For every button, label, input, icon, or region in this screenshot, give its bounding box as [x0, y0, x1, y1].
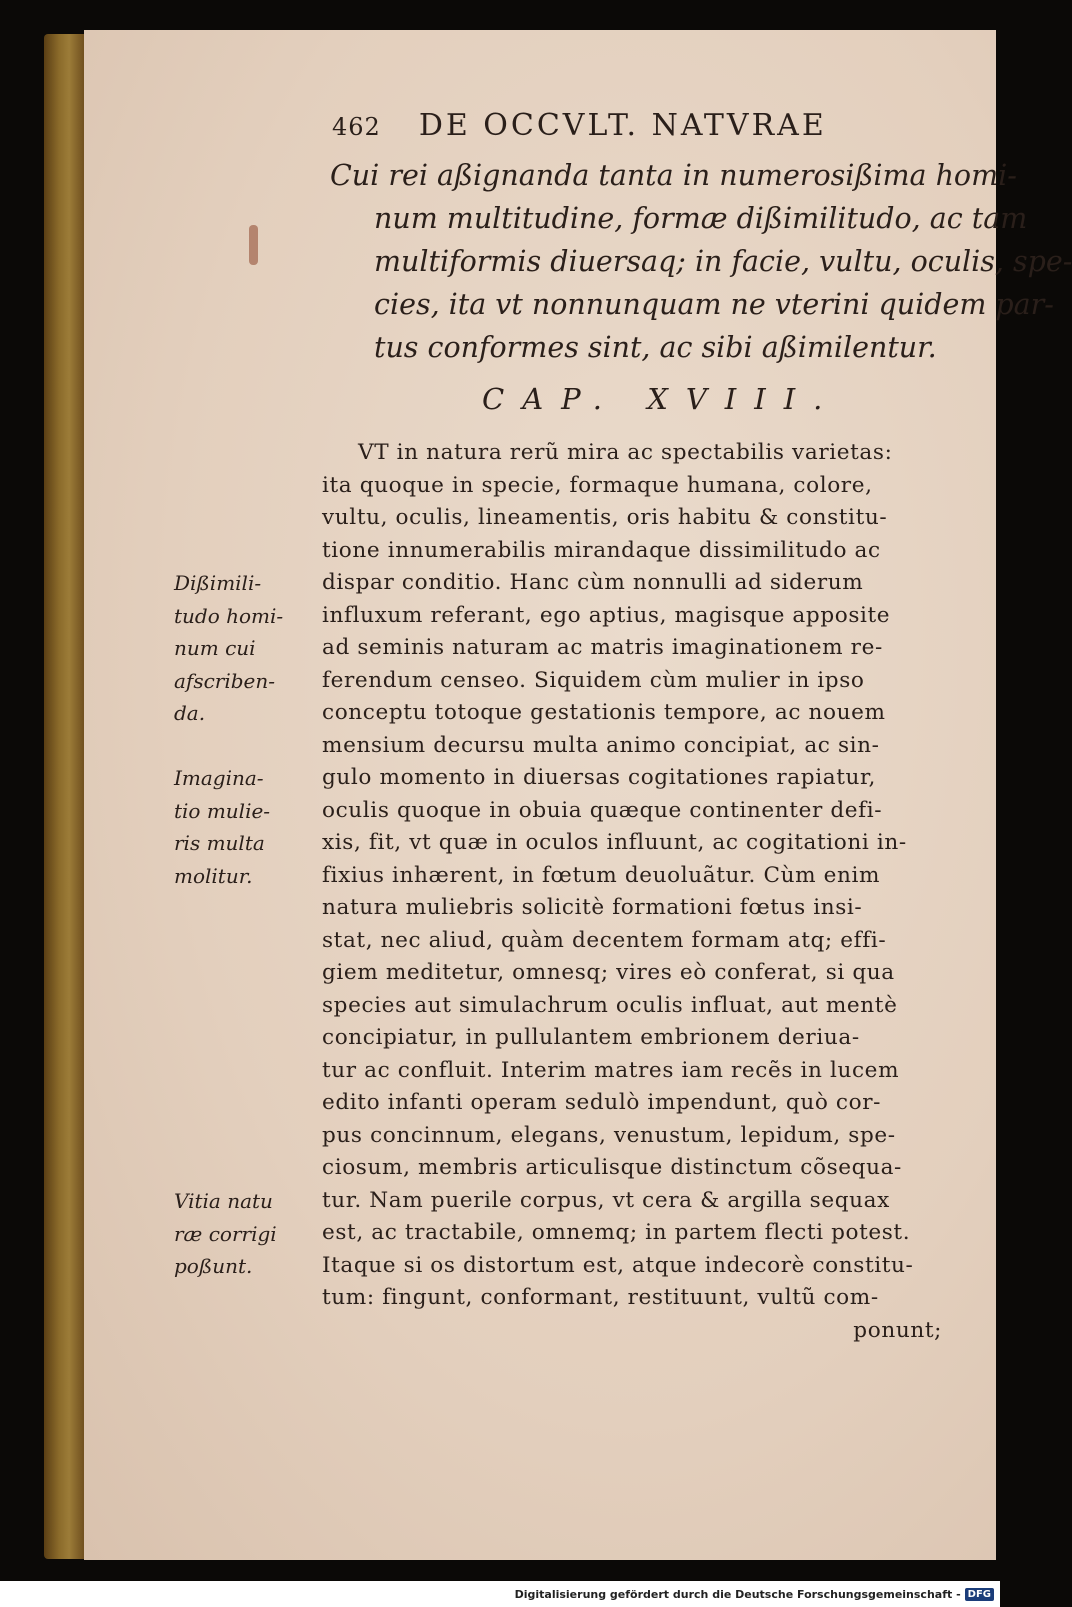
body-line: stat, nec aliud, quàm decentem formam atq; effi- — [322, 927, 887, 953]
body-line: dispar conditio. Hanc cùm nonnulli ad siderum — [322, 570, 864, 595]
body-line: mensium decursu multa animo concipiat, ac sin- — [322, 732, 880, 758]
margin-note-line: da. — [174, 701, 206, 725]
summary-line: num multitudine, formæ dißimilitudo, ac tam — [374, 202, 1028, 235]
margin-note-vitia — [174, 1185, 324, 1283]
book-spine-edge — [44, 34, 86, 1559]
body-text — [322, 437, 962, 1347]
running-title: DE OCCVLT. NATVRAE — [418, 108, 827, 143]
page-number: 462 — [332, 113, 381, 141]
body-line: influxum referant, ego aptius, magisque apposite — [322, 602, 891, 628]
dfg-logo-icon: DFG — [965, 1588, 994, 1601]
body-line: tione innumerabilis mirandaque dissimilitudo ac — [322, 537, 881, 563]
footer-bar — [0, 1581, 1000, 1607]
margin-note-line: num cui — [174, 636, 256, 660]
body-line: oculis quoque in obuia quæque continenter defi- — [322, 797, 883, 823]
margin-note-line: ræ corrigi — [174, 1221, 277, 1246]
summary-line: tus conformes sint, ac sibi aßimilentur. — [374, 331, 937, 364]
body-line: est, ac tractabile, omnemq; in partem flecti potest. — [322, 1220, 911, 1245]
margin-note-line: molitur. — [174, 863, 253, 888]
margin-note-line: tio mulie- — [174, 798, 271, 823]
body-line: concipiatur, in pullulantem embrionem deriua- — [322, 1025, 860, 1050]
body-line: pus concinnum, elegans, venustum, lepidum, spe- — [322, 1122, 896, 1148]
funding-notice: Digitalisierung gefördert durch die Deutsche Forschungsgemeinschaft - — [514, 1587, 961, 1601]
margin-note-line: Vitia natu — [174, 1189, 273, 1213]
body-line: tum: fingunt, conformant, restituunt, vultũ com- — [322, 1285, 879, 1310]
body-line: natura muliebris solicitè formationi fœtus insi- — [322, 895, 863, 920]
body-line: vultu, oculis, lineamentis, oris habitu & constitu- — [322, 505, 888, 530]
body-line: ferendum censeo. Siquidem cùm mulier in ipso — [322, 667, 865, 693]
summary-line: multiformis diuersaq; in facie, vultu, oculis, spe- — [374, 245, 1072, 278]
chapter-summary — [330, 154, 1072, 369]
body-line: tur ac confluit. Interim matres iam recẽs in lucem — [322, 1057, 900, 1083]
body-line: species aut simulachrum oculis influat, aut mentè — [322, 992, 898, 1018]
body-line: conceptu totoque gestationis tempore, ac nouem — [322, 700, 886, 725]
body-line: tur. Nam puerile corpus, vt cera & argilla sequax — [322, 1187, 890, 1213]
summary-line: cies, ita vt nonnunquam ne vterini quidem par- — [374, 288, 1054, 321]
margin-note-line: tudo homi- — [174, 603, 284, 628]
running-head — [332, 108, 972, 158]
body-line: ad seminis naturam ac matris imaginationem re- — [322, 635, 883, 660]
body-line: VT in natura rerũ mira ac spectabilis varietas: — [358, 440, 893, 465]
body-line: Itaque si os distortum est, atque indecorè constitu- — [322, 1252, 914, 1278]
margin-note-line: ris multa — [174, 831, 265, 855]
summary-line: Cui rei aßignanda tanta in numerosißima homi- — [330, 159, 1017, 192]
catchword: ponunt; — [853, 1317, 942, 1343]
margin-note-line: Imagina- — [174, 766, 264, 790]
margin-note-line: poßunt. — [174, 1254, 253, 1278]
margin-note-line: Dißimili- — [174, 571, 262, 595]
body-line: edito infanti operam sedulò impendunt, quò cor- — [322, 1090, 882, 1115]
margin-note-line: afscriben- — [174, 668, 276, 693]
body-line: xis, fit, vt quæ in oculos influunt, ac cogitationi in- — [322, 830, 907, 855]
margin-note-dissimilitudo — [174, 567, 324, 730]
margin-note-imaginatio — [174, 762, 324, 892]
body-line: ciosum, membris articulisque distinctum cõsequa- — [322, 1155, 902, 1180]
body-line: giem meditetur, omnesq; vires eò conferat, si qua — [322, 960, 895, 985]
book-page — [84, 30, 1072, 1560]
body-line: gulo momento in diuersas cogitationes rapiatur, — [322, 765, 876, 790]
ink-stain — [249, 225, 258, 265]
chapter-heading: CAP. XVIII. — [482, 382, 841, 416]
body-line: fixius inhærent, in fœtum deuoluãtur. Cùm enim — [322, 862, 881, 888]
body-line: ita quoque in specie, formaque humana, colore, — [322, 472, 873, 498]
